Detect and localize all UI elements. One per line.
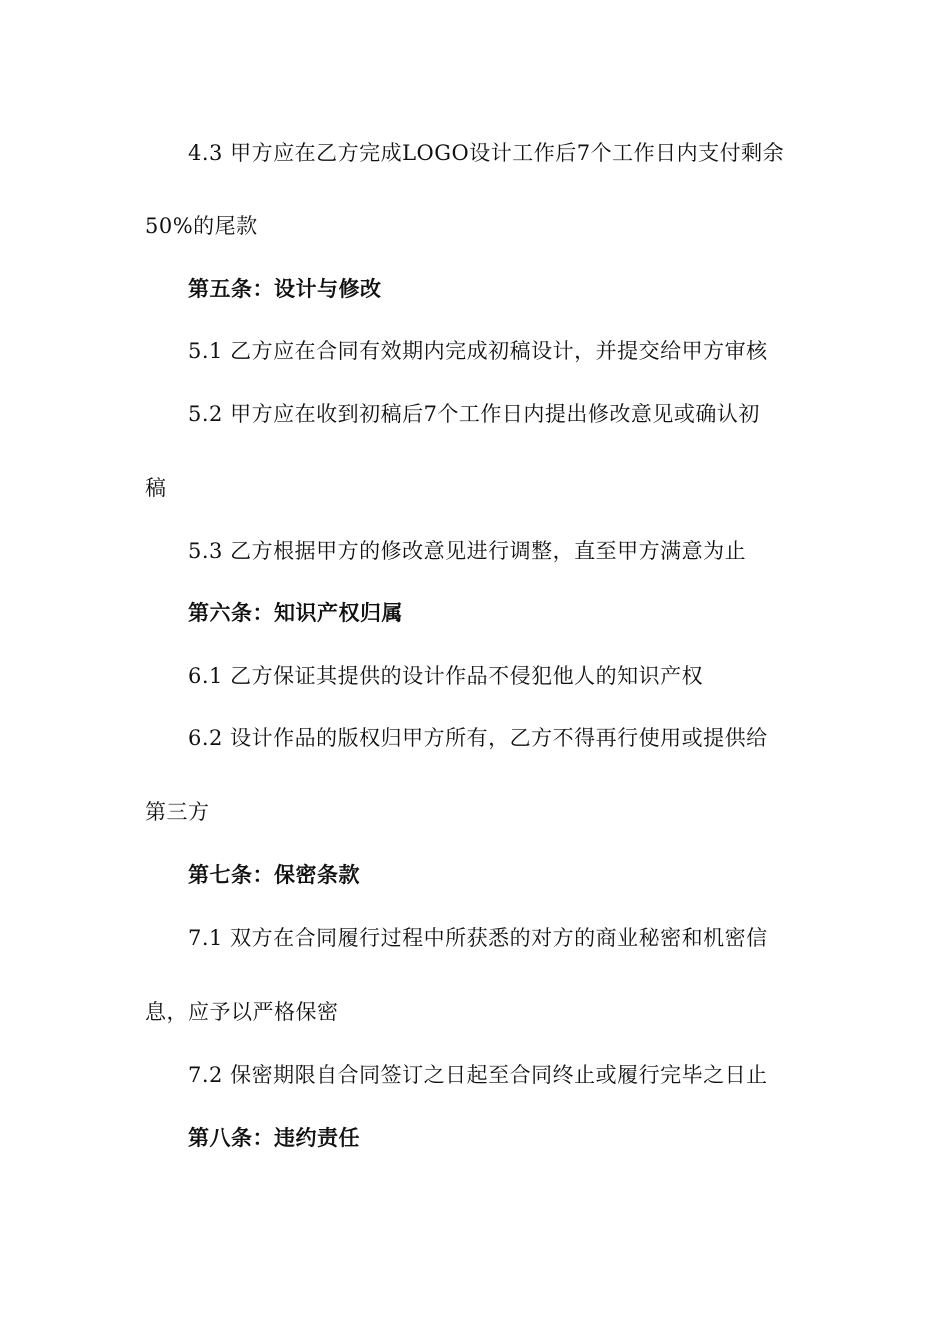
article-5-heading: 第五条：设计与修改 xyxy=(188,277,382,301)
clause-4-3-line-1: 4.3 甲方应在乙方完成LOGO设计工作后7个工作日内支付剩余 xyxy=(188,141,785,165)
clause-7-1-line-1: 7.1 双方在合同履行过程中所获悉的对方的商业秘密和机密信 xyxy=(188,926,768,950)
article-6-heading: 第六条：知识产权归属 xyxy=(188,601,403,625)
clause-7-2: 7.2 保密期限自合同签订之日起至合同终止或履行完毕之日止 xyxy=(188,1063,768,1087)
clause-6-1: 6.1 乙方保证其提供的设计作品不侵犯他人的知识产权 xyxy=(188,664,704,688)
clause-6-2-line-2: 第三方 xyxy=(145,800,210,824)
article-8-heading: 第八条：违约责任 xyxy=(188,1126,360,1150)
clause-7-1-line-2: 息，应予以严格保密 xyxy=(145,1000,339,1024)
clause-5-1: 5.1 乙方应在合同有效期内完成初稿设计，并提交给甲方审核 xyxy=(188,339,768,363)
clause-5-2-line-2: 稿 xyxy=(145,476,167,500)
article-7-heading: 第七条：保密条款 xyxy=(188,863,360,887)
clause-5-2-line-1: 5.2 甲方应在收到初稿后7个工作日内提出修改意见或确认初 xyxy=(188,402,760,426)
clause-6-2-line-1: 6.2 设计作品的版权归甲方所有，乙方不得再行使用或提供给 xyxy=(188,726,768,750)
clause-5-3: 5.3 乙方根据甲方的修改意见进行调整，直至甲方满意为止 xyxy=(188,539,747,563)
clause-4-3-line-2: 50%的尾款 xyxy=(145,214,258,238)
